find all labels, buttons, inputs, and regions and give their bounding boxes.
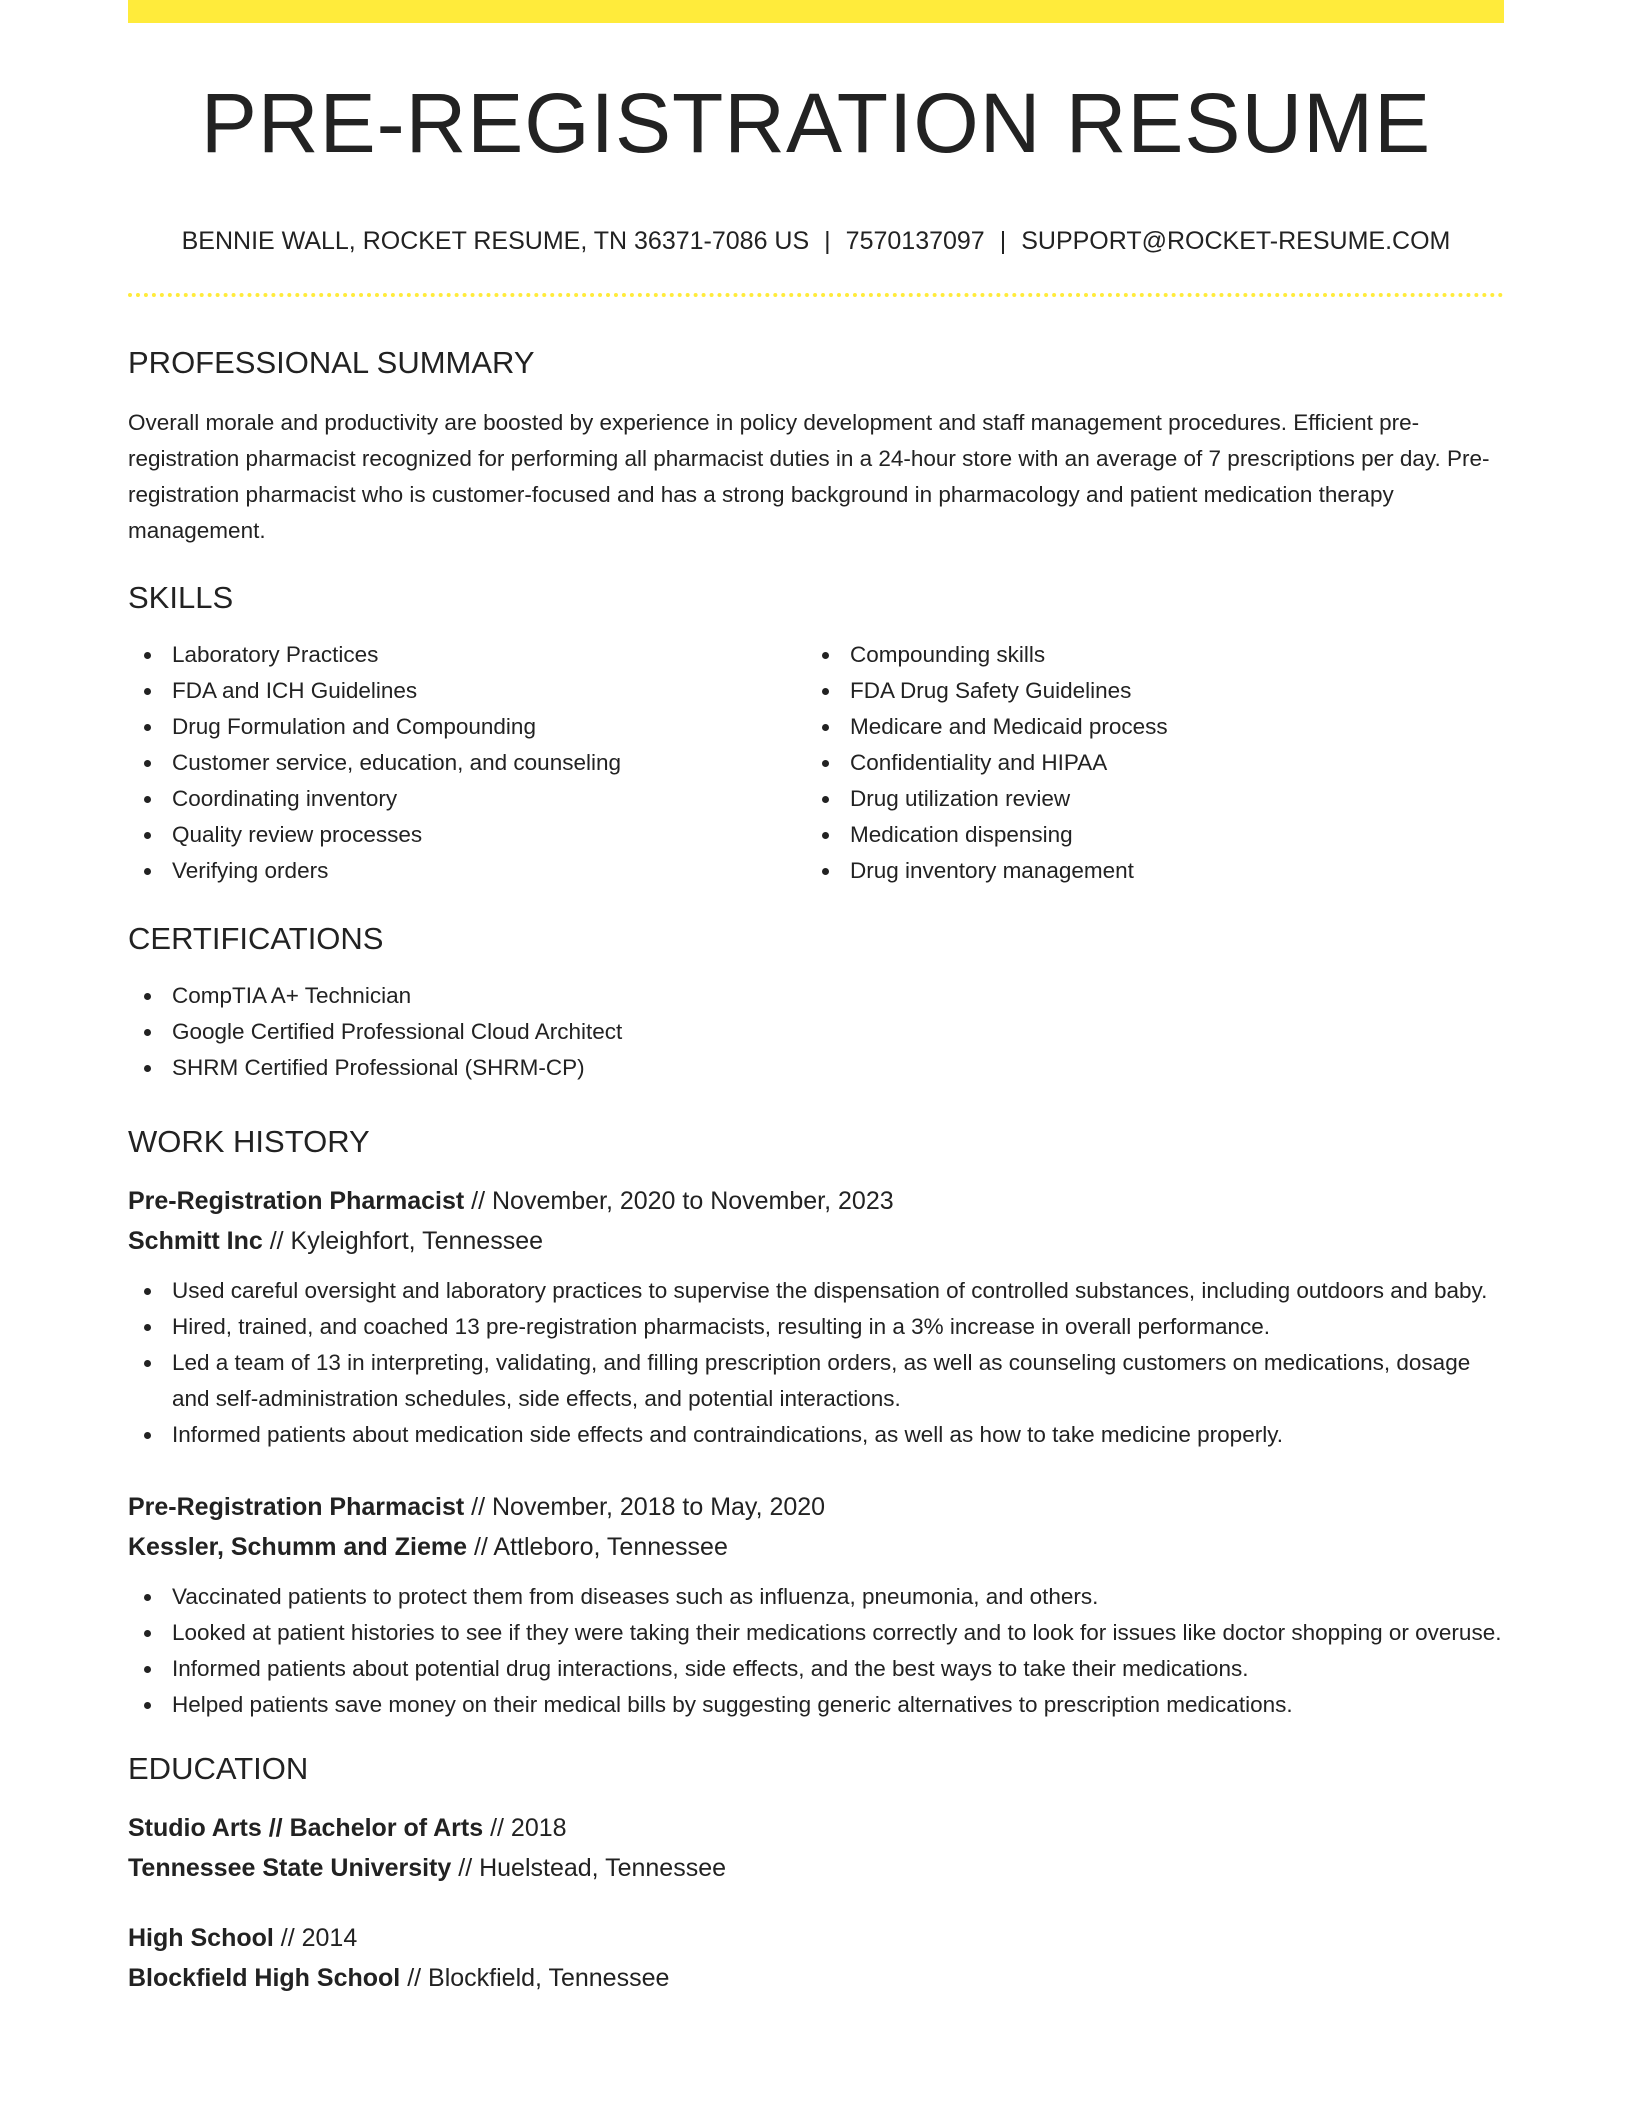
job-dates: // November, 2020 to November, 2023 (464, 1187, 894, 1215)
job-role-line (128, 1181, 1504, 1221)
certification-item: CompTIA A+ Technician (128, 978, 1504, 1014)
skill-item: FDA and ICH Guidelines (128, 673, 806, 709)
skill-item: Customer service, education, and counseling (128, 745, 806, 781)
skill-item: Drug utilization review (806, 781, 1484, 817)
resume-title: PRE-REGISTRATION RESUME (200, 76, 1432, 170)
job-bullet: Used careful oversight and laboratory practices to supervise the dispensation of controlled substances, including outdoors and baby. (128, 1273, 1504, 1309)
top-accent-bar (128, 0, 1504, 23)
education-year: // 2014 (273, 1924, 358, 1952)
job-location: // Kyleighfort, Tennessee (262, 1227, 544, 1255)
skill-item: Confidentiality and HIPAA (806, 745, 1484, 781)
skill-item: Quality review processes (128, 817, 806, 853)
contact-line (128, 229, 1504, 254)
education-location: // Huelstead, Tennessee (451, 1854, 727, 1882)
summary-text: Overall morale and productivity are boosted by experience in policy development and staff management procedures. Efficient pre-registration pharmacist recognized for performing all pharmacist duties in a 24-hour store with an average of 7 prescriptions per day. Pre-registration pharmacist who is customer-focused and has a strong background in pharmacology and patient medication therapy management. (128, 410, 1490, 543)
job-role: Pre-Registration Pharmacist (128, 1187, 465, 1215)
job-company-line (128, 1221, 1504, 1261)
job-bullet: Vaccinated patients to protect them from diseases such as influenza, pneumonia, and others. (128, 1579, 1504, 1615)
education-degree: Studio Arts // Bachelor of Arts (128, 1814, 484, 1842)
contact-address: BENNIE WALL, ROCKET RESUME, TN 36371-7086 US (181, 227, 810, 255)
contact-email: SUPPORT@ROCKET-RESUME.COM (1021, 227, 1451, 255)
skill-item: Verifying orders (128, 853, 806, 889)
education-entry (128, 1808, 1504, 1888)
summary-heading: PROFESSIONAL SUMMARY (128, 345, 535, 380)
job-dates: // November, 2018 to May, 2020 (464, 1493, 826, 1521)
job-bullets (128, 1273, 1504, 1453)
education-school: Tennessee State University (128, 1854, 452, 1882)
skill-item: Compounding skills (806, 637, 1484, 673)
job-company: Kessler, Schumm and Zieme (128, 1533, 468, 1561)
job-bullet: Informed patients about potential drug interactions, side effects, and the best ways to take their medications. (128, 1651, 1504, 1687)
skill-item: Laboratory Practices (128, 637, 806, 673)
resume-page (128, 0, 1504, 1998)
education-heading: EDUCATION (128, 1751, 309, 1786)
job-bullet: Looked at patient histories to see if they were taking their medications correctly and to look for issues like doctor shopping or overuse. (128, 1615, 1504, 1651)
education-school-line (128, 1958, 1504, 1998)
contact-separator: | (999, 227, 1007, 255)
contact-phone: 7570137097 (845, 227, 985, 255)
skill-item: FDA Drug Safety Guidelines (806, 673, 1484, 709)
certification-item: SHRM Certified Professional (SHRM-CP) (128, 1050, 1504, 1086)
job-role-line (128, 1487, 1504, 1527)
skill-item: Drug inventory management (806, 853, 1484, 889)
job-bullet: Led a team of 13 in interpreting, validating, and filling prescription orders, as well as counseling customers on medications, dosage and self-administration schedules, side effects, and potential interactions. (128, 1345, 1504, 1417)
job-bullet: Hired, trained, and coached 13 pre-registration pharmacists, resulting in a 3% increase in overall performance. (128, 1309, 1504, 1345)
skills-right-column (806, 637, 1484, 889)
skill-item: Medication dispensing (806, 817, 1484, 853)
skills-heading: SKILLS (128, 580, 234, 615)
education-entry (128, 1918, 1504, 1998)
education-degree-line (128, 1808, 1504, 1848)
education-degree: High School (128, 1924, 274, 1952)
education-school: Blockfield High School (128, 1964, 401, 1992)
job-location: // Attleboro, Tennessee (467, 1533, 728, 1561)
job-bullet: Helped patients save money on their medical bills by suggesting generic alternatives to prescription medications. (128, 1687, 1504, 1723)
education-location: // Blockfield, Tennessee (400, 1964, 670, 1992)
skills-grid (128, 637, 1504, 889)
skills-left-column (128, 637, 806, 889)
dotted-divider (128, 293, 1504, 297)
job-entry (128, 1181, 1504, 1453)
education-degree-line (128, 1918, 1504, 1958)
work-history-heading: WORK HISTORY (128, 1124, 370, 1159)
job-company: Schmitt Inc (128, 1227, 263, 1255)
certification-item: Google Certified Professional Cloud Architect (128, 1014, 1504, 1050)
job-bullet: Informed patients about medication side effects and contraindications, as well as how to take medicine properly. (128, 1417, 1504, 1453)
certifications-list (128, 978, 1504, 1086)
job-role: Pre-Registration Pharmacist (128, 1493, 465, 1521)
skill-item: Drug Formulation and Compounding (128, 709, 806, 745)
job-company-line (128, 1527, 1504, 1567)
certifications-heading: CERTIFICATIONS (128, 921, 384, 956)
education-year: // 2018 (483, 1814, 567, 1842)
contact-separator: | (824, 227, 831, 255)
job-bullets (128, 1579, 1504, 1723)
skill-item: Coordinating inventory (128, 781, 806, 817)
education-school-line (128, 1848, 1504, 1888)
skill-item: Medicare and Medicaid process (806, 709, 1484, 745)
job-entry (128, 1487, 1504, 1723)
